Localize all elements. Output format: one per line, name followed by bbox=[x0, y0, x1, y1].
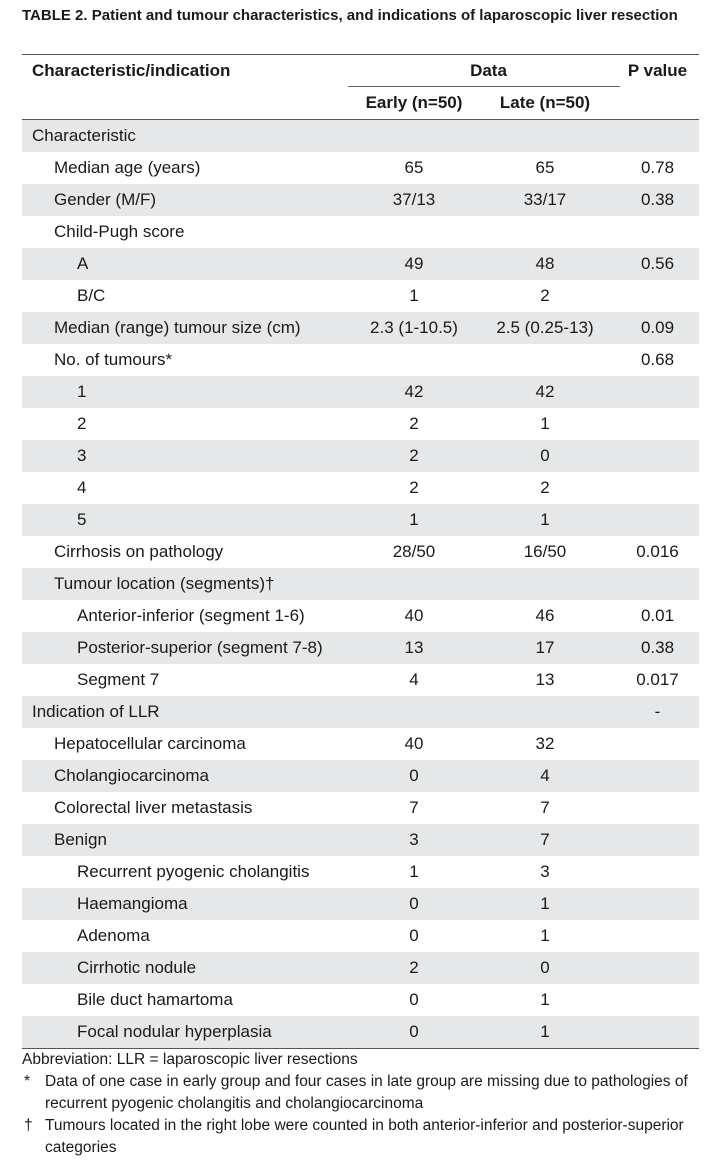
late-value: 1 bbox=[540, 510, 550, 529]
early-value: 1 bbox=[409, 510, 419, 529]
row-label: 1 bbox=[77, 382, 87, 401]
row-label: Indication of LLR bbox=[32, 702, 160, 721]
table-caption: Patient and tumour characteristics, and indications of laparoscopic liver resection bbox=[91, 7, 678, 24]
early-value: 2.3 (1-10.5) bbox=[370, 318, 458, 337]
early-value: 1 bbox=[409, 862, 419, 881]
table-row bbox=[22, 920, 699, 952]
late-value: 13 bbox=[535, 670, 555, 689]
row-label: 5 bbox=[77, 510, 87, 529]
late-value: 1 bbox=[540, 990, 550, 1009]
late-value: 0 bbox=[540, 446, 550, 465]
header-p-value: P value bbox=[627, 61, 688, 80]
row-label: B/C bbox=[77, 286, 106, 305]
late-value: 4 bbox=[540, 766, 550, 785]
table-row bbox=[22, 696, 699, 728]
row-label: No. of tumours* bbox=[54, 350, 173, 369]
table-row bbox=[22, 504, 699, 536]
p-value: 0.016 bbox=[636, 542, 679, 561]
table-row bbox=[22, 344, 699, 376]
dagger-footnote-text: Tumours located in the right lobe were counted in both anterior-inferior and posterior-superior categories bbox=[45, 1117, 684, 1156]
row-label: Cirrhotic nodule bbox=[77, 958, 197, 977]
table-row bbox=[22, 120, 699, 152]
table-body bbox=[22, 120, 699, 1048]
late-value: 1 bbox=[540, 894, 550, 913]
table-row bbox=[22, 472, 699, 504]
table-row bbox=[22, 632, 699, 664]
early-value: 65 bbox=[404, 158, 424, 177]
table-row bbox=[22, 440, 699, 472]
dagger-footnote bbox=[22, 1115, 699, 1159]
table-row bbox=[22, 248, 699, 280]
late-value: 1 bbox=[540, 926, 550, 945]
p-value: 0.01 bbox=[640, 606, 675, 625]
late-value: 7 bbox=[540, 830, 550, 849]
row-label: Median (range) tumour size (cm) bbox=[54, 318, 301, 337]
early-value: 0 bbox=[409, 926, 419, 945]
row-label: Colorectal liver metastasis bbox=[54, 798, 253, 817]
row-label: Child-Pugh score bbox=[54, 222, 185, 241]
early-value: 2 bbox=[409, 958, 419, 977]
late-value: 2 bbox=[540, 286, 550, 305]
table-title bbox=[22, 5, 692, 27]
asterisk-footnote-text: Data of one case in early group and four cases in late group are missing due to pathologies of recurrent pyogenic cholangitis and cholangiocarcinoma bbox=[45, 1073, 688, 1112]
header-characteristic: Characteristic/indication bbox=[32, 61, 231, 80]
row-label: Cirrhosis on pathology bbox=[54, 542, 224, 561]
row-label: Anterior-inferior (segment 1-6) bbox=[77, 606, 305, 625]
row-label: A bbox=[77, 254, 89, 273]
late-value: 17 bbox=[535, 638, 555, 657]
table-row bbox=[22, 600, 699, 632]
late-value: 65 bbox=[535, 158, 555, 177]
p-value: 0.09 bbox=[640, 318, 675, 337]
table-row bbox=[22, 760, 699, 792]
header-early: Early (n=50) bbox=[365, 93, 463, 112]
early-value: 2 bbox=[409, 478, 419, 497]
data-table bbox=[22, 54, 699, 1049]
table-row bbox=[22, 952, 699, 984]
late-value: 33/17 bbox=[523, 190, 567, 209]
abbreviation-note bbox=[22, 1049, 699, 1071]
row-label: 4 bbox=[77, 478, 87, 497]
table-row bbox=[22, 1016, 699, 1048]
asterisk-symbol: * bbox=[24, 1073, 31, 1090]
p-value: 0.38 bbox=[640, 638, 675, 657]
header-row-1 bbox=[22, 55, 699, 87]
late-value: 32 bbox=[535, 734, 555, 753]
table-number: TABLE 2. bbox=[22, 7, 88, 24]
late-value: 3 bbox=[540, 862, 550, 881]
header-data: Data bbox=[470, 61, 507, 80]
late-value: 46 bbox=[535, 606, 555, 625]
early-value: 2 bbox=[409, 446, 419, 465]
table-row bbox=[22, 824, 699, 856]
p-value: 0.017 bbox=[636, 670, 679, 689]
row-label: Tumour location (segments)† bbox=[54, 574, 275, 593]
early-value: 7 bbox=[409, 798, 419, 817]
header-row-2 bbox=[22, 87, 699, 119]
table-row bbox=[22, 728, 699, 760]
late-value: 2.5 (0.25-13) bbox=[496, 318, 594, 337]
late-value: 1 bbox=[540, 1022, 550, 1041]
row-label: Haemangioma bbox=[77, 894, 188, 913]
row-label: 2 bbox=[77, 414, 87, 433]
table-footnotes bbox=[22, 1049, 699, 1159]
early-value: 40 bbox=[404, 606, 424, 625]
early-value: 0 bbox=[409, 990, 419, 1009]
dagger-symbol: † bbox=[24, 1117, 33, 1134]
row-label: Characteristic bbox=[32, 126, 136, 145]
row-label: Hepatocellular carcinoma bbox=[54, 734, 246, 753]
early-value: 0 bbox=[409, 894, 419, 913]
table-row bbox=[22, 376, 699, 408]
p-value: 0.78 bbox=[640, 158, 675, 177]
early-value: 3 bbox=[409, 830, 419, 849]
late-value: 48 bbox=[535, 254, 555, 273]
header-late: Late (n=50) bbox=[499, 93, 591, 112]
early-value: 0 bbox=[409, 766, 419, 785]
late-value: 0 bbox=[540, 958, 550, 977]
asterisk-footnote bbox=[22, 1071, 699, 1115]
p-value: 0.38 bbox=[640, 190, 675, 209]
table-row bbox=[22, 536, 699, 568]
table-row bbox=[22, 856, 699, 888]
table-row bbox=[22, 280, 699, 312]
row-label: Gender (M/F) bbox=[54, 190, 157, 209]
row-label: Recurrent pyogenic cholangitis bbox=[77, 862, 310, 881]
row-label: Focal nodular hyperplasia bbox=[77, 1022, 272, 1041]
table-row bbox=[22, 184, 699, 216]
early-value: 1 bbox=[409, 286, 419, 305]
table-row bbox=[22, 216, 699, 248]
p-value: 0.68 bbox=[640, 350, 675, 369]
late-value: 1 bbox=[540, 414, 550, 433]
late-value: 42 bbox=[535, 382, 555, 401]
table-row bbox=[22, 792, 699, 824]
table-row bbox=[22, 568, 699, 600]
row-label: 3 bbox=[77, 446, 87, 465]
late-value: 2 bbox=[540, 478, 550, 497]
early-value: 4 bbox=[409, 670, 419, 689]
row-label: Median age (years) bbox=[54, 158, 201, 177]
early-value: 49 bbox=[404, 254, 424, 273]
table-row bbox=[22, 984, 699, 1016]
late-value: 16/50 bbox=[523, 542, 567, 561]
row-label: Benign bbox=[54, 830, 107, 849]
late-value: 7 bbox=[540, 798, 550, 817]
early-value: 42 bbox=[404, 382, 424, 401]
table-row bbox=[22, 888, 699, 920]
table-row bbox=[22, 664, 699, 696]
table-row bbox=[22, 312, 699, 344]
early-value: 0 bbox=[409, 1022, 419, 1041]
table-row bbox=[22, 408, 699, 440]
early-value: 13 bbox=[404, 638, 424, 657]
early-value: 28/50 bbox=[392, 542, 436, 561]
early-value: 40 bbox=[404, 734, 424, 753]
abbreviation-text: Abbreviation: LLR = laparoscopic liver resections bbox=[22, 1051, 358, 1068]
row-label: Bile duct hamartoma bbox=[77, 990, 233, 1009]
p-value: - bbox=[654, 702, 661, 721]
row-label: Adenoma bbox=[77, 926, 150, 945]
row-label: Posterior-superior (segment 7-8) bbox=[77, 638, 323, 657]
early-value: 37/13 bbox=[392, 190, 436, 209]
early-value: 2 bbox=[409, 414, 419, 433]
p-value: 0.56 bbox=[640, 254, 675, 273]
table-row bbox=[22, 152, 699, 184]
row-label: Segment 7 bbox=[77, 670, 160, 689]
row-label: Cholangiocarcinoma bbox=[54, 766, 209, 785]
